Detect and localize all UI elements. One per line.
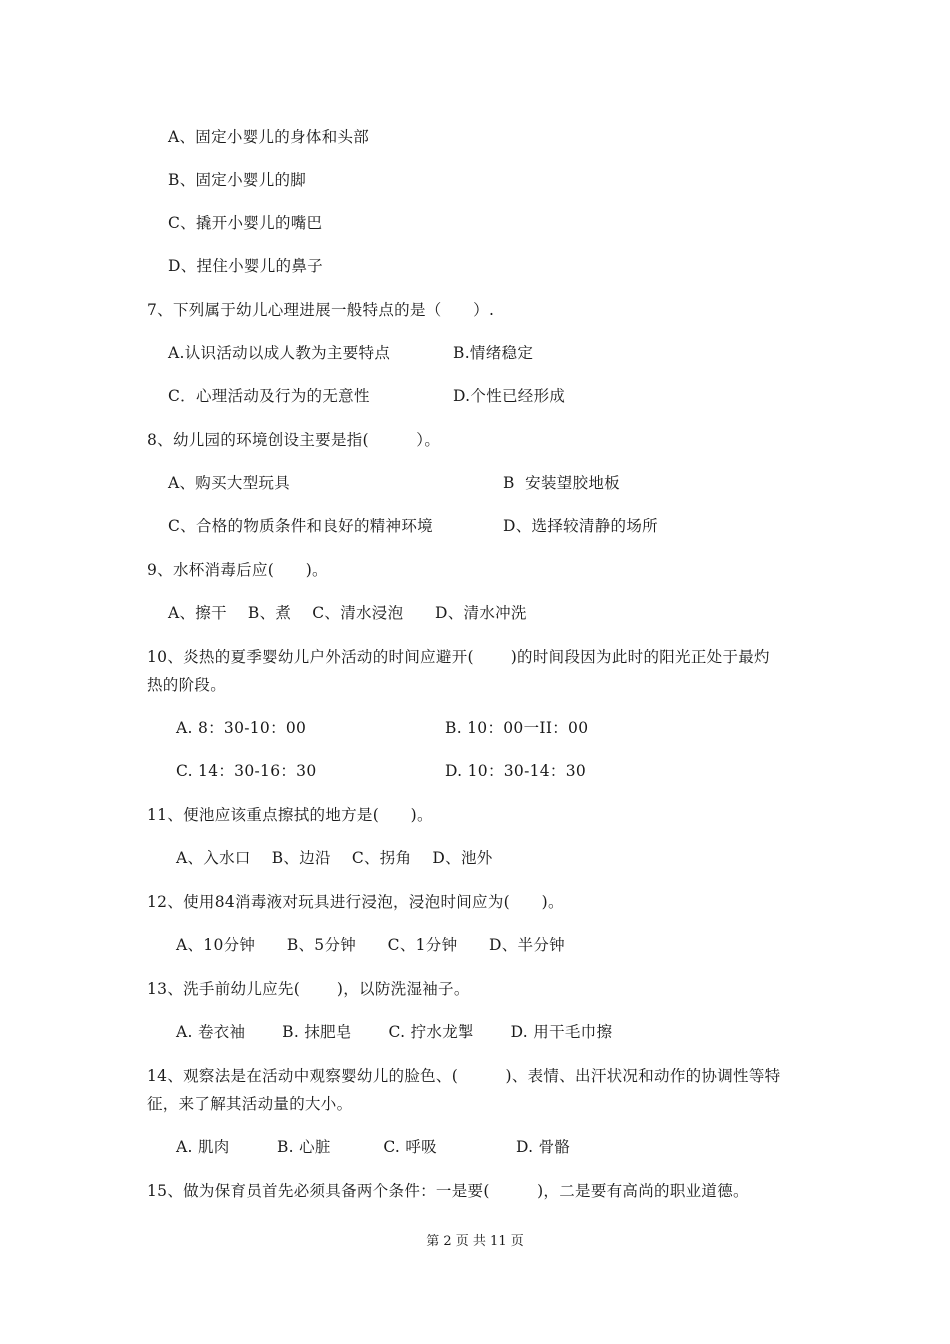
- q12-options: A、10分钟 B、5分钟 C、1分钟 D、半分钟: [176, 936, 565, 954]
- q7-option-a: A.认识活动以成人教为主要特点: [168, 344, 391, 362]
- q14-stem-line2: 征，来了解其活动量的大小。: [147, 1095, 353, 1113]
- q15-stem: 15、做为保育员首先必须具备两个条件：一是要( )，二是要有高尚的职业道德。: [147, 1182, 749, 1200]
- q9-stem: 9、水杯消毒后应( )。: [147, 561, 328, 579]
- q8-option-a: A、购买大型玩具: [168, 474, 291, 492]
- q10-option-d: D. 10：30-14：30: [445, 762, 587, 780]
- q14-stem-line1: 14、观察法是在活动中观察婴幼儿的脸色、( )、表情、出汗状况和动作的协调性等特: [147, 1067, 781, 1085]
- q6-option-b: B、固定小婴儿的脚: [168, 171, 307, 189]
- q11-options: A、入水口 B、边沿 C、拐角 D、池外: [176, 849, 493, 867]
- q14-options: A. 肌肉 B. 心脏 C. 呼吸 D. 骨骼: [176, 1138, 571, 1156]
- q7-option-d: D.个性已经形成: [453, 387, 566, 405]
- q6-option-d: D、捏住小婴儿的鼻子: [168, 257, 323, 275]
- q7-stem: 7、下列属于幼儿心理进展一般特点的是（ ）.: [147, 301, 495, 319]
- page-number: 第 2 页 共 11 页: [426, 1234, 524, 1249]
- q6-option-c: C、撬开小婴儿的嘴巴: [168, 214, 323, 232]
- q13-options: A. 卷衣袖 B. 抹肥皂 C. 拧水龙掣 D. 用干毛巾擦: [176, 1023, 613, 1041]
- q7-option-b: B.情绪稳定: [453, 344, 534, 362]
- q8-stem: 8、幼儿园的环境创设主要是指( ）。: [147, 431, 441, 449]
- q6-option-a: A、固定小婴儿的身体和头部: [168, 128, 370, 146]
- q7-option-c: C．心理活动及行为的无意性: [168, 387, 370, 405]
- q13-stem: 13、洗手前幼儿应先( )，以防洗湿袖子。: [147, 980, 470, 998]
- q10-stem-line2: 热的阶段。: [147, 676, 227, 694]
- q10-stem-line1: 10、炎热的夏季婴幼儿户外活动的时间应避开( )的时间段因为此时的阳光正处于最灼: [147, 648, 770, 666]
- q12-stem: 12、使用84消毒液对玩具进行浸泡，浸泡时间应为( )。: [147, 893, 564, 911]
- q10-option-b: B. 10：00一II：00: [445, 719, 589, 737]
- q10-option-a: A. 8：30-10：00: [176, 719, 307, 737]
- q8-option-c: C、合格的物质条件和良好的精神环境: [168, 517, 433, 535]
- q8-option-d: D、选择较清静的场所: [503, 517, 658, 535]
- q9-options: A、擦干 B、煮 C、清水浸泡 D、清水冲洗: [168, 604, 527, 622]
- q11-stem: 11、便池应该重点擦拭的地方是( )。: [147, 806, 433, 824]
- q8-option-b: B 安装望胶地板: [503, 474, 620, 492]
- q10-option-c: C. 14：30-16：30: [176, 762, 317, 780]
